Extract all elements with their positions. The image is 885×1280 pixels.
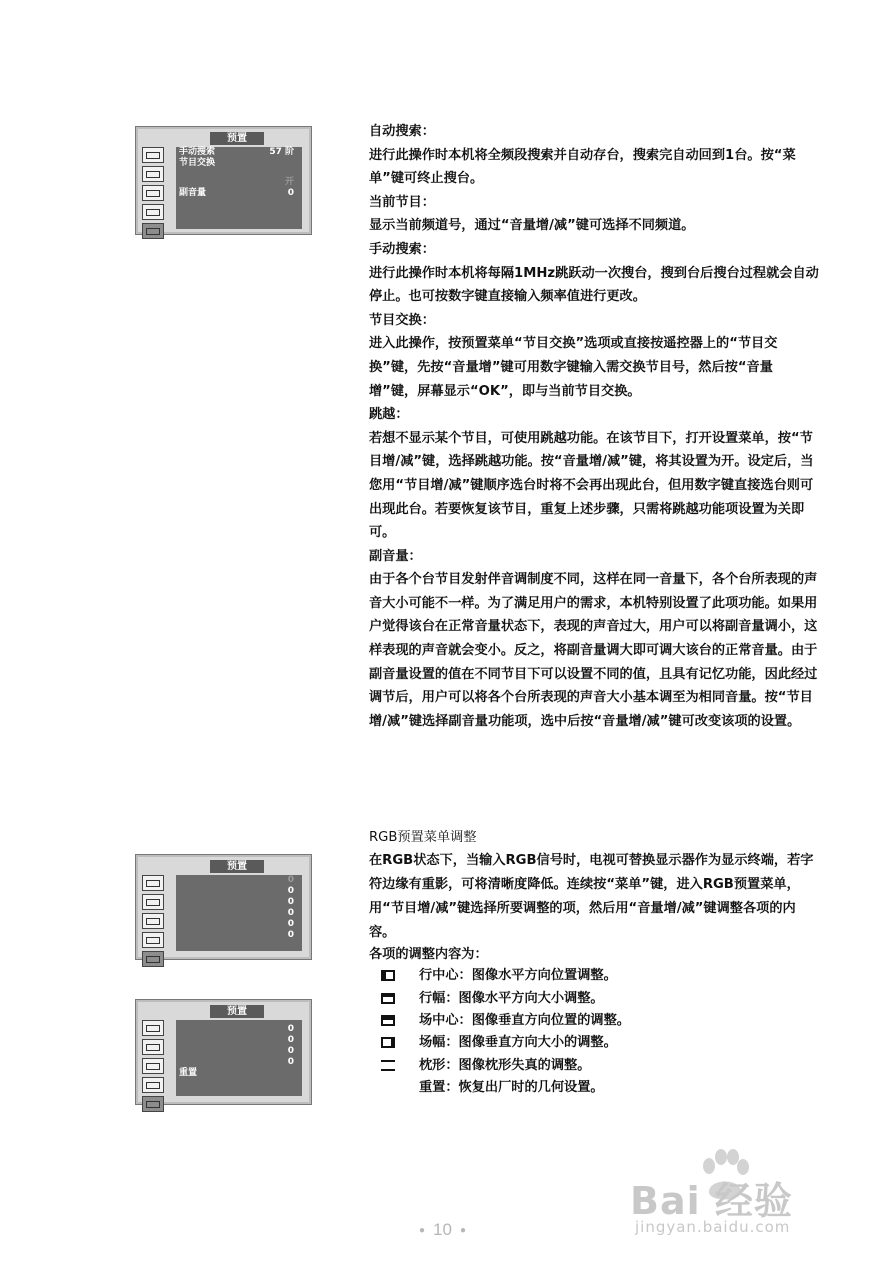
osd-row — [176, 1035, 302, 1046]
osd-row — [176, 177, 302, 188]
osd-row-label: 手动搜索 — [179, 147, 216, 157]
h-width-icon — [381, 993, 395, 1004]
function-icon — [142, 185, 164, 201]
rgb-menu-description — [369, 828, 819, 1100]
list-item — [369, 1032, 819, 1054]
function-icon — [142, 913, 164, 929]
page-number-text: 10 — [433, 1220, 452, 1239]
osd-row-value: 0 — [287, 1057, 294, 1067]
osd-row — [176, 886, 302, 897]
osd-row — [176, 908, 302, 919]
osd-row — [176, 188, 302, 199]
picture-icon — [142, 875, 164, 891]
preset-menu-description — [369, 120, 819, 733]
osd-row — [176, 1024, 302, 1035]
list-item-text: 场幅：图像垂直方向大小的调整。 — [419, 1035, 617, 1051]
list-item — [369, 1055, 819, 1077]
bullet-icon: ● — [418, 1225, 426, 1237]
osd-menu-rgb-1 — [135, 854, 312, 960]
osd-title: 预置 — [210, 132, 264, 145]
osd-row-value: 0 — [287, 886, 294, 896]
osd-row-value: 0 — [287, 919, 294, 929]
list-item — [369, 1010, 819, 1032]
osd-icon-column — [142, 875, 168, 970]
sound-icon — [142, 166, 164, 182]
picture-icon — [142, 147, 164, 163]
list-item-text: 行幅：图像水平方向大小调整。 — [419, 990, 604, 1006]
timer-icon — [142, 204, 164, 220]
osd-row — [176, 919, 302, 930]
osd-title: 预置 — [210, 860, 264, 873]
list-item-text: 行中心：图像水平方向位置调整。 — [419, 968, 617, 984]
manual-search-text: 进行此操作时本机将每隔1MHz跳跃动一次搜台，搜到台后搜台过程就会自动停止。也可按数字键直接输入频率值进行更改。 — [369, 265, 819, 305]
function-icon — [142, 1058, 164, 1074]
preset-icon — [142, 223, 164, 239]
osd-icon-column — [142, 1020, 168, 1115]
rgb-intro-text: 在RGB状态下，当输入RGB信号时，电视可替换显示器作为显示终端，若字符边缘有重影，可将清晰度降低。连续按“菜单”键，进入RGB预置菜单，用“节目增/减”键选择所要调整的项，然后用“音量增/减”键调整各项的内容。 — [369, 852, 814, 940]
osd-title: 预置 — [210, 1005, 264, 1018]
list-item-text: 场中心：图像垂直方向位置的调整。 — [419, 1012, 630, 1028]
skip-text: 若想不显示某个节目，可使用跳越功能。在该节目下，打开设置菜单，按“节目增/减”键，选择跳越功能。按“音量增/减”键，将其设置为开。设定后，当您用“节目增/减”键顺序选台时将不会再出现此台，但用数字键直接选台则可出现此台。若要恢复该节目，重复上述步骤，只需将跳越功能项设置为关即可。 — [369, 430, 814, 541]
osd-row-value: 0 — [287, 1024, 294, 1034]
list-item — [369, 965, 819, 987]
list-item — [369, 988, 819, 1010]
timer-icon — [142, 1077, 164, 1093]
current-program-text: 显示当前频道号，通过“音量增/减”键可选择不同频道。 — [369, 218, 695, 234]
watermark-brand: Bai 经验 — [630, 1179, 793, 1223]
osd-row-value: 0 — [287, 897, 294, 907]
sound-icon — [142, 894, 164, 910]
osd-row — [176, 1046, 302, 1057]
osd-row — [176, 1068, 302, 1079]
sound-icon — [142, 1039, 164, 1055]
current-program-heading: 当前节目： — [369, 194, 435, 210]
osd-row-value: 0 — [287, 1035, 294, 1045]
osd-row — [176, 158, 302, 169]
osd-row — [176, 930, 302, 941]
osd-row-label: 重置 — [179, 1068, 198, 1078]
h-center-icon — [381, 970, 395, 981]
program-swap-heading: 节目交换： — [369, 312, 435, 328]
baidu-jingyan-watermark — [600, 1148, 870, 1248]
rgb-items-intro: 各项的调整内容为： — [369, 946, 488, 962]
osd-row — [176, 147, 302, 158]
osd-row-value: 开 — [284, 177, 294, 187]
list-item — [369, 1077, 819, 1099]
rgb-section-heading: RGB预置菜单调整 — [369, 830, 477, 845]
v-center-icon — [381, 1015, 395, 1026]
osd-row-value: 57 阶 — [269, 147, 294, 157]
list-item-text: 枕形：图像枕形失真的调整。 — [419, 1057, 591, 1073]
osd-panel — [176, 1020, 302, 1096]
rgb-adjustment-list — [369, 965, 819, 1099]
osd-icon-column — [142, 147, 168, 242]
osd-panel — [176, 875, 302, 951]
watermark-url: jingyan.baidu.com — [635, 1218, 791, 1236]
auto-search-text: 进行此操作时本机将全频段搜索并自动存台，搜索完自动回到1台。按“菜单”键可终止搜台。 — [369, 147, 796, 187]
auto-search-heading: 自动搜索： — [369, 124, 435, 139]
osd-row-label: 节目交换 — [179, 158, 216, 168]
osd-row-label: 副音量 — [179, 188, 207, 198]
list-item-text: 重置：恢复出厂时的几何设置。 — [419, 1080, 604, 1096]
preset-icon — [142, 951, 164, 967]
osd-row-value: 0 — [287, 1046, 294, 1056]
bullet-icon: ● — [459, 1225, 466, 1237]
sub-volume-text: 由于各个台节目发射伴音调制度不同，这样在同一音量下，各个台所表现的声音大小可能不一样。为了满足用户的需求，本机特别设置了此项功能。如果用户觉得该台在正常音量状态下，表现的声音过大，用户可以将副音量调小，这样表现的声音就会变小。反之，将副音量调大即可调大该台的正常音量。由于副音量设置的值在不同节目下可以设置不同的值，且具有记忆功能，因此经过调节后，用户可以将各个台所表现的声音大小基本调至为相同音量。按“节目增/减”键选择副音量功能项，选中后按“音量增/减”键可改变该项的设置。 — [369, 572, 818, 729]
osd-row — [176, 897, 302, 908]
v-height-icon — [381, 1037, 395, 1048]
osd-panel — [176, 147, 302, 229]
sub-volume-heading: 副音量： — [369, 548, 422, 564]
osd-row-value: 0 — [287, 908, 294, 918]
skip-heading: 跳越： — [369, 407, 409, 423]
osd-row — [176, 1057, 302, 1068]
osd-row — [176, 875, 302, 886]
manual-search-heading: 手动搜索： — [369, 241, 435, 257]
picture-icon — [142, 1020, 164, 1036]
timer-icon — [142, 932, 164, 948]
osd-menu-rgb-2 — [135, 999, 312, 1105]
program-swap-text: 进入此操作，按预置菜单“节目交换”选项或直接按遥控器上的“节目交换”键，先按“音量增”键可用数字键输入需交换节目号，然后按“音量增”键，屏幕显示“OK”，即与当前节目交换。 — [369, 336, 778, 399]
osd-row-value: 0 — [287, 875, 294, 885]
osd-row-value: 0 — [287, 188, 294, 198]
osd-row-value: 0 — [287, 930, 294, 940]
pincushion-icon — [381, 1060, 395, 1071]
preset-icon — [142, 1096, 164, 1112]
osd-menu-preset-1 — [135, 126, 312, 235]
